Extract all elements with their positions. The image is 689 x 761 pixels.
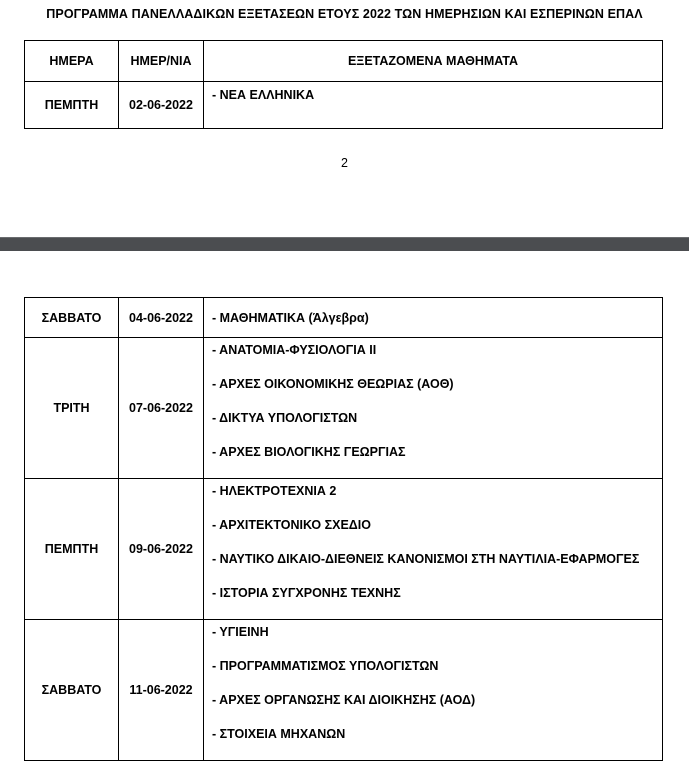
exam-subjects	[204, 479, 663, 620]
subject-item: - ΑΡΧΕΣ ΟΙΚΟΝΟΜΙΚΗΣ ΘΕΩΡΙΑΣ (ΑΟΘ)	[212, 377, 454, 391]
exam-date: 11-06-2022	[119, 620, 204, 761]
subject-item: - ΑΡΧΙΤΕΚΤΟΝΙΚΟ ΣΧΕΔΙΟ	[212, 518, 371, 532]
exam-subjects	[204, 338, 663, 479]
exam-subjects	[204, 298, 663, 338]
exam-date: 07-06-2022	[119, 338, 204, 479]
table-row	[25, 620, 663, 761]
exam-subjects	[204, 82, 663, 129]
subject-item: - ΝΕΑ ΕΛΛΗΝΙΚΑ	[212, 88, 315, 102]
subject-item: - ΝΑΥΤΙΚΟ ΔΙΚΑΙΟ-ΔΙΕΘΝΕΙΣ ΚΑΝΟΝΙΣΜΟΙ ΣΤΗ ΝΑΥΤΙΛΙΑ-ΕΦΑΡΜΟΓΕΣ	[212, 552, 640, 566]
schedule-table-top	[24, 40, 663, 129]
subject-list	[212, 483, 662, 619]
exam-day: ΤΡΙΤΗ	[25, 338, 119, 479]
exam-day: ΠΕΜΠΤΗ	[25, 479, 119, 620]
exam-day: ΠΕΜΠΤΗ	[25, 82, 119, 129]
exam-date: 02-06-2022	[119, 82, 204, 129]
subject-item: - ΜΑΘΗΜΑΤΙΚΑ (Άλγεβρα)	[212, 310, 369, 325]
header-day: ΗΜΕΡΑ	[25, 41, 119, 82]
table-row	[25, 82, 663, 129]
exam-subjects	[204, 620, 663, 761]
subject-item: - ΑΡΧΕΣ ΟΡΓΑΝΩΣΗΣ ΚΑΙ ΔΙΟΙΚΗΣΗΣ (ΑΟΔ)	[212, 693, 476, 707]
subject-item: - ΣΤΟΙΧΕΙΑ ΜΗΧΑΝΩΝ	[212, 727, 346, 741]
subject-item: - ΑΡΧΕΣ ΒΙΟΛΟΓΙΚΗΣ ΓΕΩΡΓΙΑΣ	[212, 445, 406, 459]
page-break-divider	[0, 237, 689, 251]
exam-day: ΣΑΒΒΑΤΟ	[25, 620, 119, 761]
schedule-bottom-body	[25, 298, 663, 761]
page-number: 2	[341, 156, 348, 170]
subject-list	[212, 342, 662, 478]
subject-item: - ΙΣΤΟΡΙΑ ΣΥΓΧΡΟΝΗΣ ΤΕΧΝΗΣ	[212, 586, 401, 600]
exam-date: 09-06-2022	[119, 479, 204, 620]
exam-date: 04-06-2022	[119, 298, 204, 338]
table-row	[25, 338, 663, 479]
document-title: ΠΡΟΓΡΑΜΜΑ ΠΑΝΕΛΛΑΔΙΚΩΝ ΕΞΕΤΑΣΕΩΝ ΕΤΟΥΣ 2022 ΤΩΝ ΗΜΕΡΗΣΙΩΝ ΚΑΙ ΕΣΠΕΡΙΝΩΝ ΕΠΑΛ	[46, 7, 643, 21]
header-subjects: ΕΞΕΤΑΖΟΜΕΝΑ ΜΑΘΗΜΑΤΑ	[204, 41, 663, 82]
subject-list	[212, 624, 662, 760]
table-header-row	[25, 41, 663, 82]
header-date: ΗΜΕΡ/ΝΙΑ	[119, 41, 204, 82]
table-row	[25, 479, 663, 620]
schedule-table-bottom	[24, 297, 663, 761]
subject-item: - ΔΙΚΤΥΑ ΥΠΟΛΟΓΙΣΤΩΝ	[212, 411, 358, 425]
subject-item: - ΥΓΙΕΙΝΗ	[212, 625, 269, 639]
schedule-top-body	[25, 82, 663, 129]
subject-item: - ΠΡΟΓΡΑΜΜΑΤΙΣΜΟΣ ΥΠΟΛΟΓΙΣΤΩΝ	[212, 659, 439, 673]
subject-item: - ΑΝΑΤΟΜΙΑ-ΦΥΣΙΟΛΟΓΙΑ ΙΙ	[212, 343, 377, 357]
subject-item: - ΗΛΕΚΤΡΟΤΕΧΝΙΑ 2	[212, 484, 337, 498]
table-row	[25, 298, 663, 338]
exam-day: ΣΑΒΒΑΤΟ	[25, 298, 119, 338]
